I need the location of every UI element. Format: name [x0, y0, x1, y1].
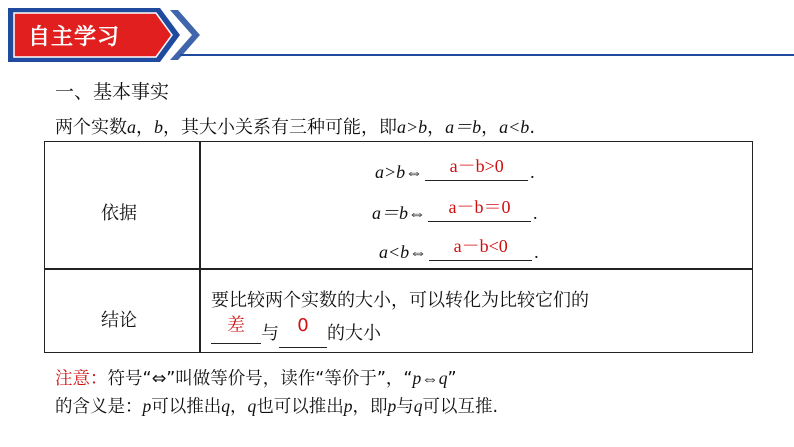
note-line1-end: ” — [447, 369, 457, 389]
relation-end: . — [534, 242, 539, 262]
note-text: 也可以推出 — [256, 397, 344, 417]
row-label-conclusion: 结论 — [101, 310, 137, 331]
header-rule — [180, 54, 794, 56]
relation-end: . — [530, 162, 535, 182]
intro-var-a: a — [127, 117, 136, 137]
conclusion-blank-diff — [211, 315, 261, 344]
answer-text: a－b＝0 — [448, 197, 511, 217]
note-var-q: q — [221, 396, 230, 416]
note-var-q: q — [413, 396, 423, 416]
relation-lhs: a＝b⇔ — [372, 203, 426, 223]
intro-rel-lt: a<b — [499, 117, 530, 137]
intro-var-b: b — [154, 117, 163, 137]
intro-rel-gt: a>b — [397, 117, 428, 137]
note-text: 与 — [396, 397, 414, 417]
answer-blank — [429, 238, 532, 261]
note-var-p: p — [343, 396, 353, 416]
note-text: 符号“⇔”叫做等价号，读作“等价于”，“ — [107, 369, 413, 389]
note-line1 — [55, 365, 457, 390]
intro-middle: ，其大小关系有三种可能，即 — [163, 117, 397, 138]
intro-rel-eq: a＝b — [445, 117, 482, 137]
note-var-p: p — [142, 396, 152, 416]
note-text: ， — [230, 397, 248, 417]
intro-prefix: 两个实数 — [55, 117, 127, 138]
answer-blank — [425, 158, 528, 181]
answer-blank — [428, 199, 531, 222]
relation-lhs: a<b⇔ — [379, 242, 428, 262]
note-var-q: q — [247, 396, 257, 416]
relation-eq — [372, 199, 538, 225]
conclusion-mid: 与 — [261, 323, 279, 344]
note-line2 — [55, 393, 498, 418]
intro-sep: ， — [481, 117, 500, 138]
answer-text: a－b>0 — [449, 156, 504, 176]
intro-sep: ， — [136, 117, 154, 138]
note-text: 可以互推. — [422, 397, 499, 417]
intro-sentence — [55, 113, 535, 139]
conclusion-end: 的大小 — [327, 323, 381, 344]
note-text: 可以推出 — [151, 397, 222, 417]
note-var-p: p — [387, 396, 397, 416]
row-label-basis: 依据 — [101, 203, 137, 224]
note-text: 的含义是： — [55, 397, 143, 417]
answer-text: a－b<0 — [453, 236, 508, 256]
note-label: 注意： — [55, 369, 108, 389]
header-banner — [0, 0, 794, 72]
section-heading: 一、基本事实 — [55, 81, 170, 103]
conclusion-blank-diff-text: 差 — [227, 315, 245, 336]
facts-table — [44, 141, 753, 353]
conclusion-blank-zero-text: 0 — [297, 315, 309, 336]
conclusion-blank-zero — [279, 315, 327, 348]
table-divider-horizontal — [45, 268, 752, 270]
note-expression: p⇔q — [412, 368, 448, 388]
intro-end: . — [529, 117, 536, 138]
note-text: ，即 — [352, 397, 388, 417]
table-divider-vertical — [199, 142, 201, 352]
conclusion-line2 — [211, 315, 381, 348]
relation-gt — [375, 158, 535, 183]
conclusion-line1: 要比较两个实数的大小，可以转化为比较它们的 — [211, 290, 589, 311]
header-title: 自主学习 — [28, 25, 121, 50]
relation-lhs: a>b⇔ — [375, 162, 424, 182]
relation-lt — [379, 238, 539, 263]
intro-sep: ， — [427, 117, 446, 138]
relation-end: . — [533, 203, 538, 223]
